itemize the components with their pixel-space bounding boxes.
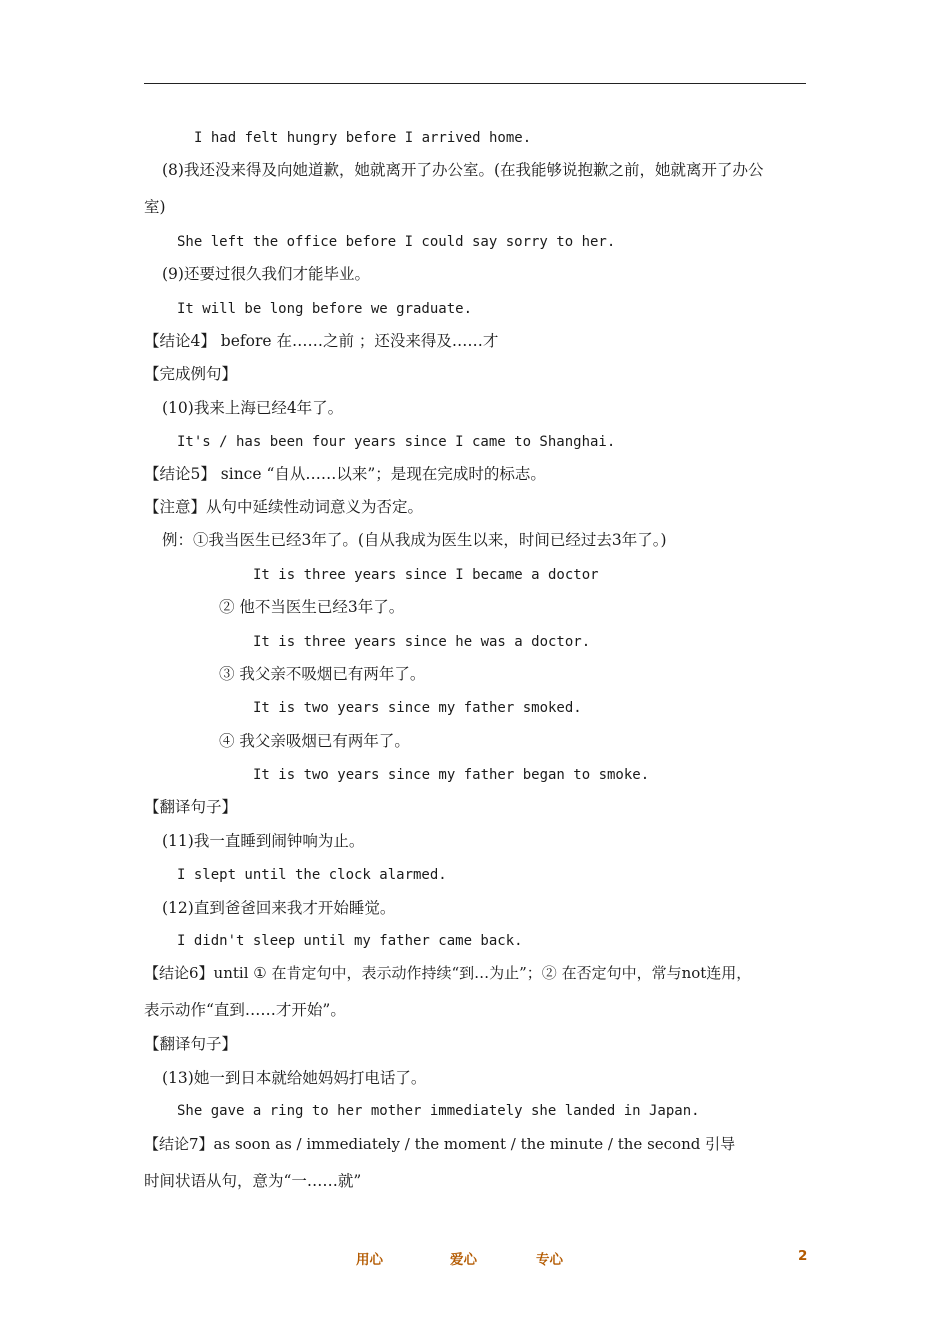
conclusion-6-cont: 表示动作“直到……才开始”。 xyxy=(144,1001,346,1019)
conclusion-5: 【结论5】 since “自从……以来”；是现在完成时的标志。 xyxy=(144,465,546,483)
header-rule xyxy=(144,83,806,84)
item-9-english: It will be long before we graduate. xyxy=(177,301,473,317)
example-2-english: It is three years since he was a doctor. xyxy=(253,634,591,650)
footer-text-left: 用心 xyxy=(356,1252,383,1268)
example-3-english: It is two years since my father smoked. xyxy=(253,700,582,716)
conclusion-7: 【结论7】as soon as / immediately / the moment / the minute / the second 引导 xyxy=(144,1135,736,1153)
example-sentence-7: I had felt hungry before I arrived home. xyxy=(194,130,532,146)
example-4-english: It is two years since my father began to smoke. xyxy=(253,767,650,783)
item-8-chinese-cont: 室) xyxy=(144,198,166,216)
example-1-english: It is three years since I became a doctor xyxy=(253,567,599,583)
example-4-chinese: ④ 我父亲吸烟已有两年了。 xyxy=(219,732,410,750)
example-2-chinese: ② 他不当医生已经3年了。 xyxy=(219,598,405,616)
section-heading-complete: 【完成例句】 xyxy=(144,365,238,383)
item-12-english: I didn't sleep until my father came back. xyxy=(177,933,523,949)
example-3-chinese: ③ 我父亲不吸烟已有两年了。 xyxy=(219,665,426,683)
section-heading-translate-1: 【翻译句子】 xyxy=(144,798,238,816)
note-heading: 【注意】从句中延续性动词意义为否定。 xyxy=(144,498,424,516)
item-12-chinese: (12)直到爸爸回来我才开始睡觉。 xyxy=(162,899,396,917)
conclusion-4: 【结论4】 before 在……之前 ；还没来得及……才 xyxy=(144,332,499,350)
item-10-english: It's / has been four years since I came to Shanghai. xyxy=(177,434,616,450)
item-13-chinese: (13)她一到日本就给她妈妈打电话了。 xyxy=(162,1069,427,1087)
item-8-chinese: (8)我还没来得及向她道歉，她就离开了办公室。(在我能够说抱歉之前，她就离开了办公 xyxy=(162,161,764,179)
example-1-chinese: 例：①我当医生已经3年了。(自从我成为医生以来，时间已经过去3年了。) xyxy=(162,531,667,549)
item-10-chinese: (10)我来上海已经4年了。 xyxy=(162,399,344,417)
footer-text-right: 专心 xyxy=(536,1252,563,1268)
page-number: 2 xyxy=(798,1248,808,1264)
item-11-english: I slept until the clock alarmed. xyxy=(177,867,447,883)
conclusion-6: 【结论6】until ① 在肯定句中，表示动作持续“到…为止”；② 在否定句中，常与not连用， xyxy=(144,964,752,982)
item-11-chinese: (11)我一直睡到闹钟响为止。 xyxy=(162,832,365,850)
item-9-chinese: (9)还要过很久我们才能毕业。 xyxy=(162,265,370,283)
conclusion-7-cont: 时间状语从句，意为“一……就” xyxy=(144,1172,362,1190)
footer-text-middle: 爱心 xyxy=(450,1252,477,1268)
section-heading-translate-2: 【翻译句子】 xyxy=(144,1035,238,1053)
item-8-english: She left the office before I could say sorry to her. xyxy=(177,234,616,250)
item-13-english: She gave a ring to her mother immediately she landed in Japan. xyxy=(177,1103,700,1119)
